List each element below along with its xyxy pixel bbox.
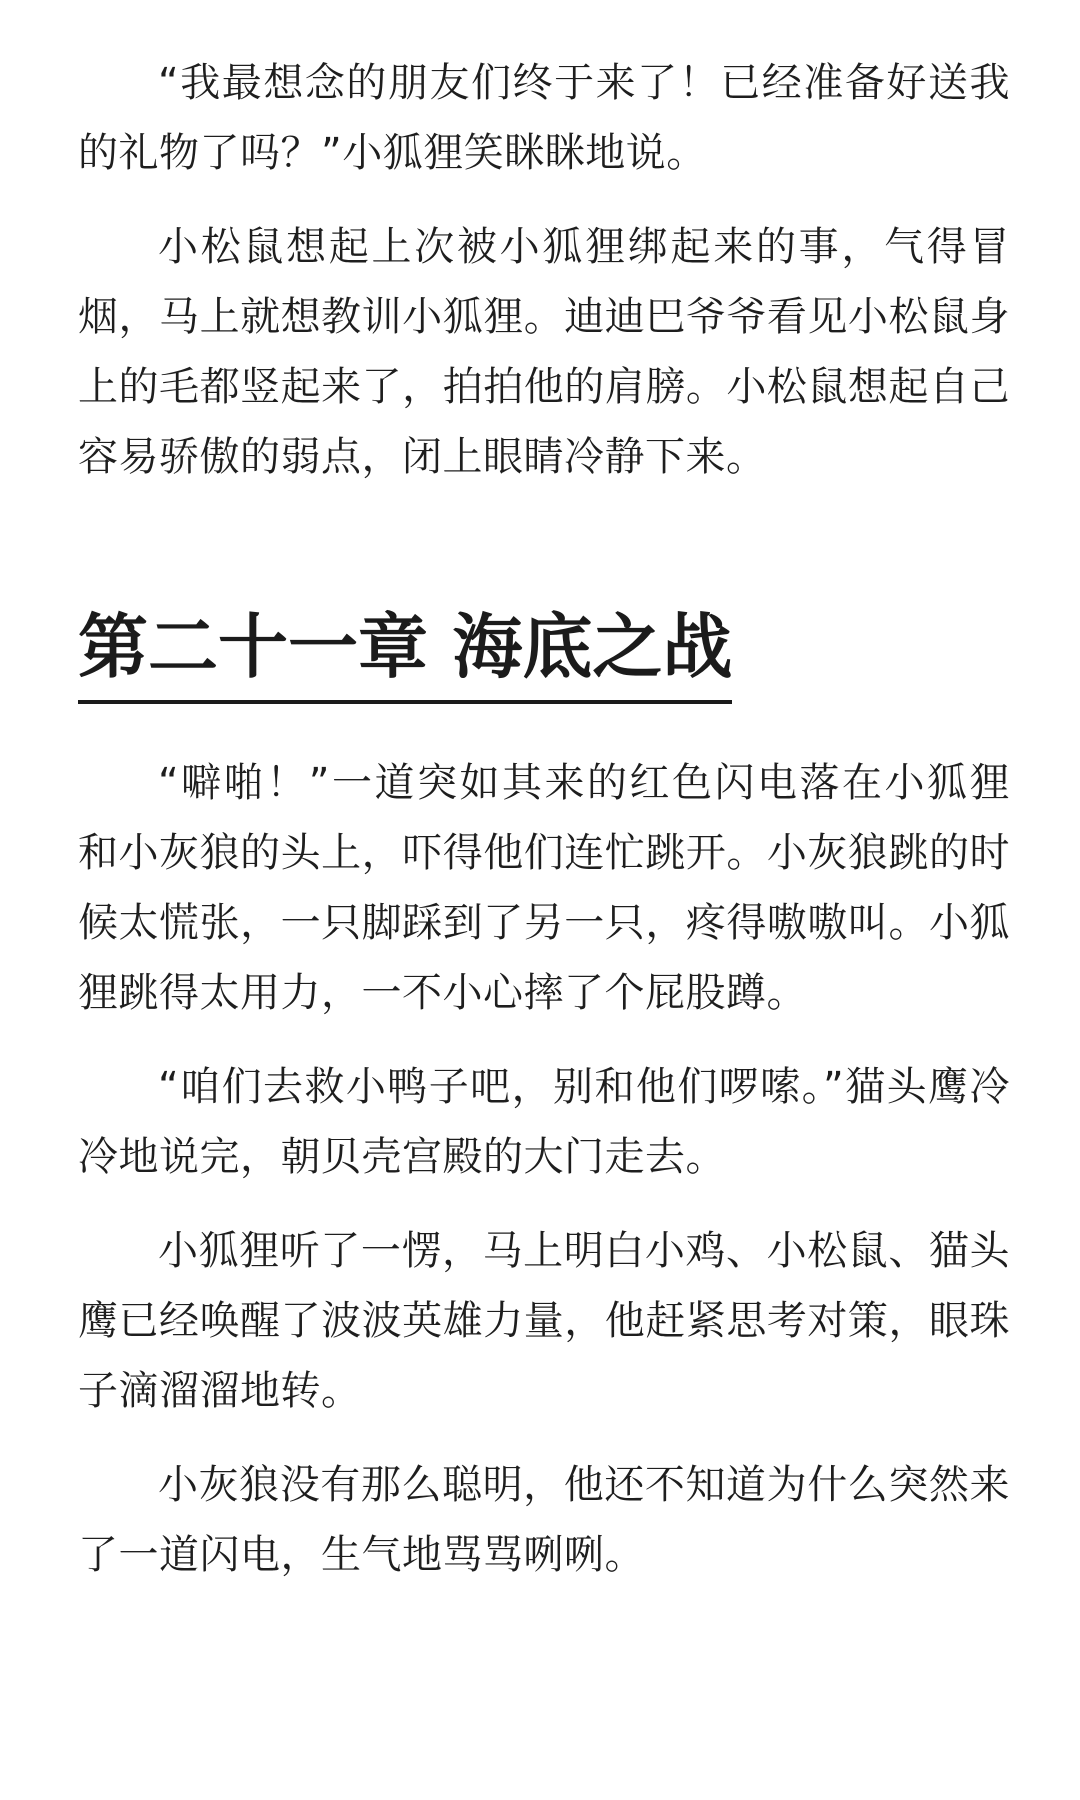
chapter-heading (78, 604, 1010, 704)
document-page (78, 48, 1010, 1590)
paragraph: 小松鼠想起上次被小狐狸绑起来的事，气得冒烟，马上就想教训小狐狸。迪迪巴爷爷看见小松鼠身上的毛都竖起来了，拍拍他的肩膀。小松鼠想起自己容易骄傲的弱点，闭上眼睛冷静下来。 (78, 224, 1010, 480)
paragraph: 小灰狼没有那么聪明，他还不知道为什么突然来了一道闪电，生气地骂骂咧咧。 (78, 1462, 1010, 1578)
paragraph: “噼啪！”一道突如其来的红色闪电落在小狐狸和小灰狼的头上，吓得他们连忙跳开。小灰狼跳的时候太慌张，一只脚踩到了另一只，疼得嗷嗷叫。小狐狸跳得太用力，一不小心摔了个屁股蹲。 (78, 760, 1010, 1016)
paragraph: “咱们去救小鸭子吧，别和他们啰嗦。”猫头鹰冷冷地说完，朝贝壳宫殿的大门走去。 (78, 1064, 1010, 1180)
chapter-title: 第二十一章 海底之战 (78, 604, 732, 704)
paragraph: “我最想念的朋友们终于来了！已经准备好送我的礼物了吗？”小狐狸笑眯眯地说。 (78, 60, 1010, 176)
paragraph: 小狐狸听了一愣，马上明白小鸡、小松鼠、猫头鹰已经唤醒了波波英雄力量，他赶紧思考对策，眼珠子滴溜溜地转。 (78, 1228, 1010, 1414)
